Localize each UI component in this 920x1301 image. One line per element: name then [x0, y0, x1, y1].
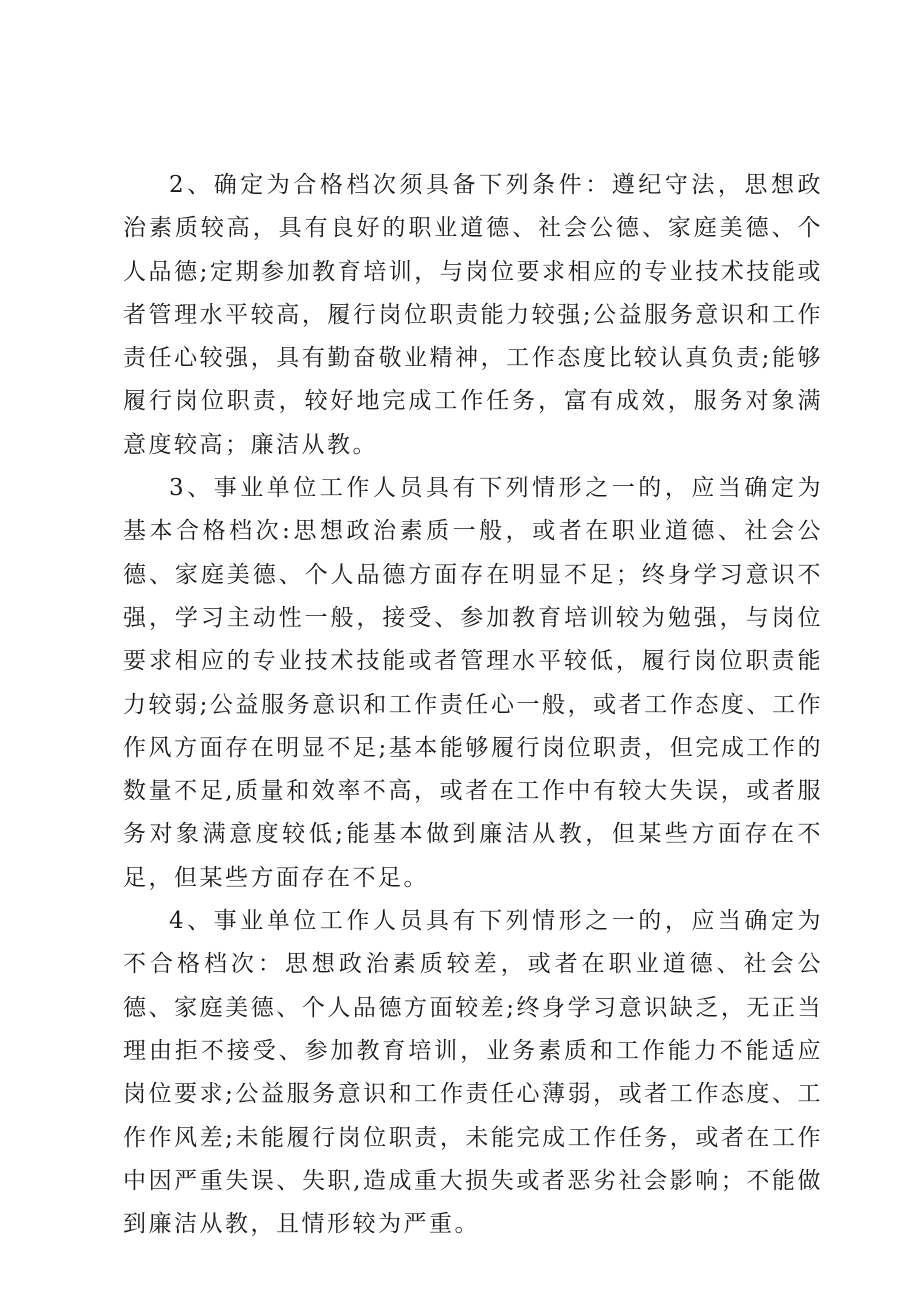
paragraph-2: 2、确定为合格档次须具备下列条件：遵纪守法，思想政治素质较高，具有良好的职业道德、社会公德、家庭美德、个人品德;定期参加教育培训，与岗位要求相应的专业技术技能或者管理水平较高，履行岗位职责能力较强;公益服务意识和工作责任心较强，具有勤奋敬业精神，工作态度比较认真负责;能够履行岗位职责，较好地完成工作任务，富有成效，服务对象满意度较高；廉洁从教。	[123, 172, 823, 458]
paragraph-3: 3、事业单位工作人员具有下列情形之一的，应当确定为基本合格档次:思想政治素质一般，或者在职业道德、社会公德、家庭美德、个人品德方面存在明显不足；终身学习意识不强，学习主动性一般，接受、参加教育培训较为勉强，与岗位要求相应的专业技术技能或者管理水平较低，履行岗位职责能力较弱;公益服务意识和工作责任心一般，或者工作态度、工作作风方面存在明显不足;基本能够履行岗位职责，但完成工作的数量不足,质量和效率不高，或者在工作中有较大失误，或者服务对象满意度较低;能基本做到廉洁从教，但某些方面存在不足，但某些方面存在不足。	[123, 475, 823, 891]
document-body	[123, 164, 823, 1246]
paragraph-4: 4、事业单位工作人员具有下列情形之一的，应当确定为不合格档次：思想政治素质较差，或者在职业道德、社会公德、家庭美德、个人品德方面较差;终身学习意识缺乏，无正当理由拒不接受、参加教育培训，业务素质和工作能力不能适应岗位要求;公益服务意识和工作责任心薄弱，或者工作态度、工作作风差;未能履行岗位职责，未能完成工作任务，或者在工作中因严重失误、失职,造成重大损失或者恶劣社会影响；不能做到廉洁从教，且情形较为严重。	[123, 908, 823, 1238]
